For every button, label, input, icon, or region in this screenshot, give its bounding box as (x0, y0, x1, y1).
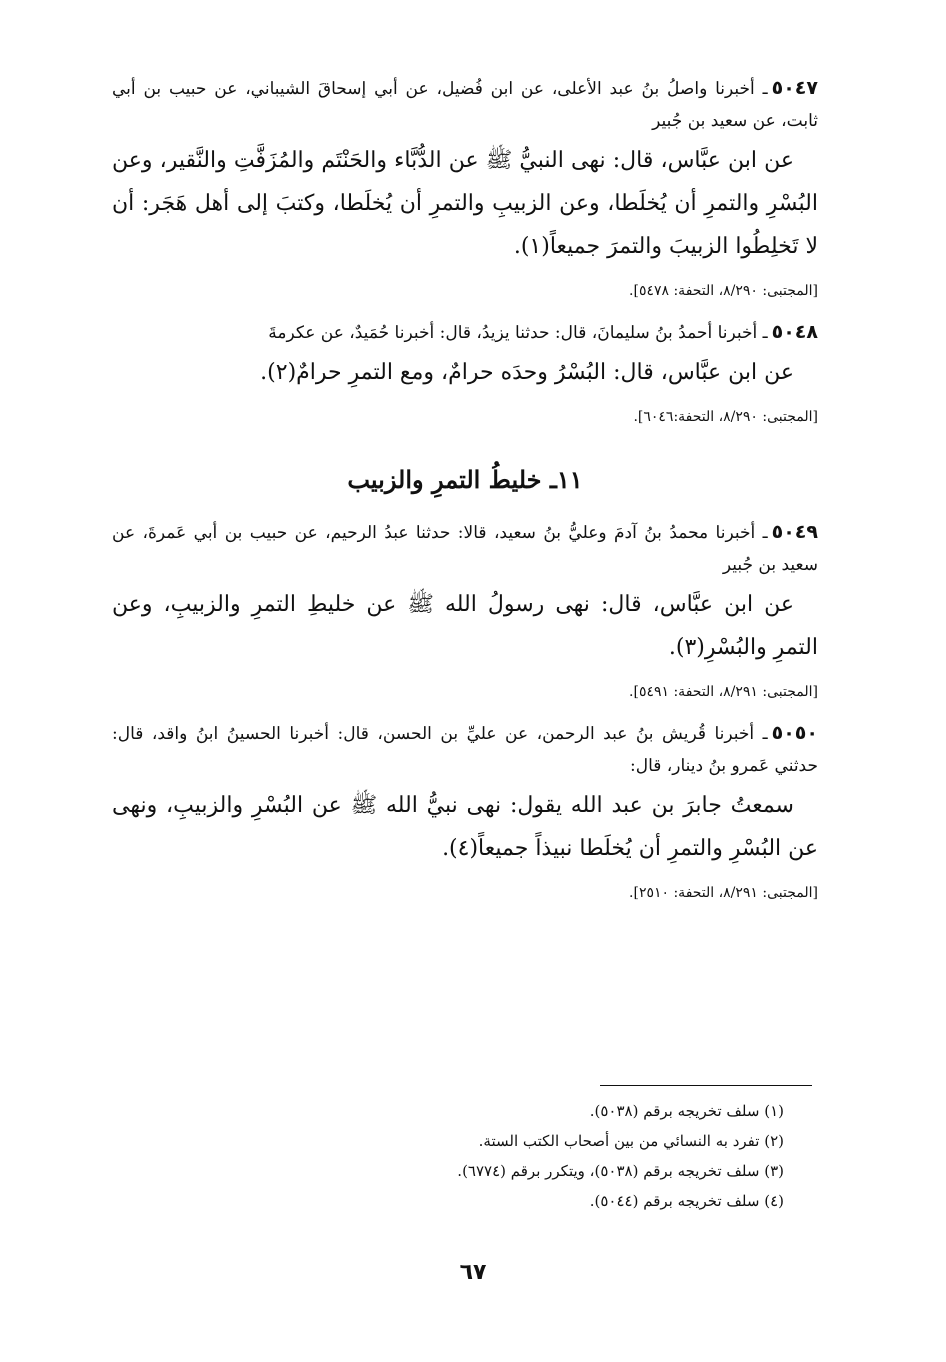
footnote-separator (600, 1085, 812, 1086)
isnad-text: ـ أخبرنا أحمدُ بنُ سليمانَ، قال: حدثنا يزيدُ، قال: أخبرنا حُمَيدٌ، عن عكرمةَ (268, 323, 768, 343)
chapter-title: ١١ـ خليطُ التمرِ والزبيب (347, 465, 583, 494)
isnad-text: ـ أخبرنا قُريش بنُ عبد الرحمن، عن عليِّ بن الحسن، قال: أخبرنا الحسينُ ابنُ واقد، قال: حدثني عَمرو بنُ دينار، قال: (112, 724, 818, 776)
footnote-1: (١) سلف تخريجه برقم (٥٠٣٨). (589, 1102, 784, 1120)
hadith-isnad (112, 717, 818, 782)
hadith-isnad (112, 316, 818, 349)
footnote-3: (٣) سلف تخريجه برقم (٥٠٣٨)، ويتكرر برقم (٦٧٧٤). (457, 1162, 784, 1180)
hadith-number: ٥٠٥٠ (771, 722, 818, 744)
hadith-isnad (112, 516, 818, 581)
footnote-2: (٢) تفرد به النسائي من بين أصحاب الكتب الستة. (478, 1132, 784, 1150)
isnad-text: ـ أخبرنا محمدُ بنُ آدمَ وعليُّ بنُ سعيد، قالا: حدثنا عبدُ الرحيم، عن حبيب بن أبي عَمرةَ، عن سعيد بن جُبير (112, 523, 818, 575)
hadith-number: ٥٠٤٨ (771, 321, 818, 343)
hadith-isnad (112, 72, 818, 137)
hadith-5050 (112, 717, 818, 906)
hadith-number: ٥٠٤٩ (771, 521, 818, 543)
hadith-5049 (112, 516, 818, 705)
page-body (112, 72, 818, 918)
hadith-5047 (112, 72, 818, 304)
isnad-text: ـ أخبرنا واصلُ بنُ عبد الأعلى، عن ابن فُضيل، عن أبي إسحاقَ الشيباني، عن حبيب بن أبي ثابت، عن سعيد بن جُبير (112, 79, 818, 131)
hadith-5048 (112, 316, 818, 430)
hadith-reference: [المجتبى: ٨/٢٩١، التحفة: ٢٥١٠]. (629, 885, 818, 901)
page-number: ٦٧ (459, 1260, 487, 1285)
hadith-matn: عن ابن عبَّاس، قال: البُسْرُ وحدَه حرامٌ، ومع التمرِ حرامٌ(٢). (260, 360, 794, 385)
hadith-reference: [المجتبى: ٨/٢٩٠، التحفة:٦٠٤٦]. (633, 409, 818, 425)
hadith-matn: عن ابن عبَّاس، قال: نهى النبيُّ ﷺ عن الدُّبَّاء والحَنْتَم والمُزَفَّتِ والنَّقير، وعن البُسْرِ والتمرِ أن يُخلَطا، وعن الزبيبِ والتمرِ أن يُخلَطا، وكتبَ إلى أهل هَجَر: أن لا تَخلِطُوا الزبيبَ والتمرَ جميعاً(١). (112, 148, 818, 259)
hadith-reference: [المجتبى: ٨/٢٩٠، التحفة: ٥٤٧٨]. (629, 283, 818, 299)
footnote-4: (٤) سلف تخريجه برقم (٥٠٤٤). (589, 1192, 784, 1210)
hadith-matn: عن ابن عبَّاس، قال: نهى رسولُ الله ﷺ عن خليطِ التمرِ والزبيبِ، وعن التمرِ والبُسْرِ(٣). (112, 592, 818, 660)
footnotes (112, 1096, 784, 1216)
hadith-matn: سمعتُ جابرَ بن عبد الله يقول: نهى نبيُّ الله ﷺ عن البُسْرِ والزبيبِ، ونهى عن البُسْرِ والتمرِ أن يُخلَطا نبيذاً جميعاً(٤). (112, 793, 818, 861)
hadith-reference: [المجتبى: ٨/٢٩١، التحفة: ٥٤٩١]. (629, 684, 818, 700)
hadith-number: ٥٠٤٧ (771, 77, 818, 99)
